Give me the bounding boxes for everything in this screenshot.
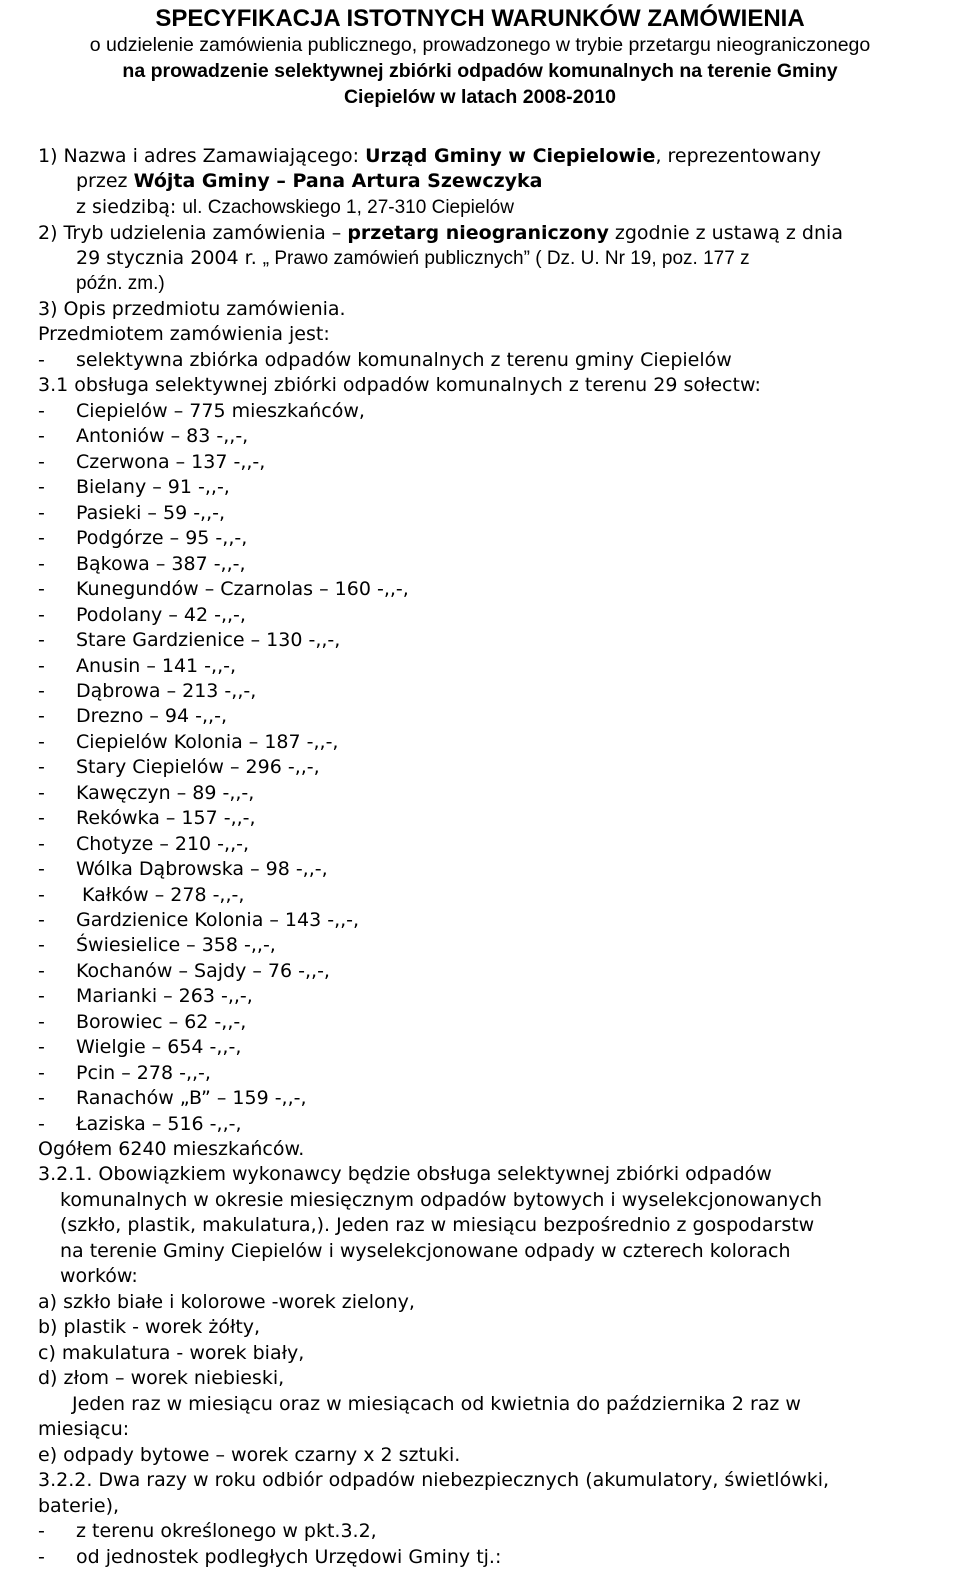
village-item: Kawęczyn – 89 -,,-,	[76, 782, 255, 804]
village-dash: -	[38, 604, 45, 626]
village-dash: -	[38, 400, 45, 422]
s322-line-1: 3.2.2. Dwa razy w roku odbiór odpadów niebezpiecznych (akumulatory, świetlówki,	[38, 1469, 830, 1491]
village-item: Stary Ciepielów – 296 -,,-,	[76, 756, 320, 778]
section-3-1: 3.1 obsługa selektywnej zbiórki odpadów komunalnych z terenu 29 sołectw:	[38, 374, 761, 396]
village-item: Pasieki – 59 -,,-,	[76, 502, 226, 524]
village-dash: -	[38, 985, 45, 1007]
village-item: Ranachów „B” – 159 -,,-,	[76, 1087, 307, 1109]
section-2-line-3: późn. zm.)	[76, 273, 165, 294]
representative-name: Wójta Gminy – Pana Artura Szewczyka	[133, 170, 543, 192]
s321-line-1: 3.2.1. Obowiązkiem wykonawcy będzie obsługa selektywnej zbiórki odpadów	[38, 1163, 772, 1185]
document-header	[0, 6, 960, 110]
village-dash: -	[38, 578, 45, 600]
village-dash: -	[38, 476, 45, 498]
bag-item-b: b) plastik - worek żółty,	[38, 1316, 261, 1338]
section-2-line-2	[76, 246, 750, 271]
village-item: Kochanów – Sajdy – 76 -,,-,	[76, 960, 330, 982]
section-1-line-2	[76, 169, 543, 194]
village-item: Chotyze – 210 -,,-,	[76, 833, 250, 855]
village-item: Łaziska – 516 -,,-,	[76, 1113, 242, 1135]
village-item: Kunegundów – Czarnolas – 160 -,,-,	[76, 578, 409, 600]
village-dash: -	[38, 655, 45, 677]
village-item: Borowiec – 62 -,,-,	[76, 1011, 247, 1033]
s321-line-6: Jeden raz w miesiącu oraz w miesiącach od kwietnia do października 2 raz w	[72, 1393, 801, 1415]
village-dash: -	[38, 553, 45, 575]
s322-dash-1: -	[38, 1520, 45, 1542]
procedure-type: przetarg nieograniczony	[347, 222, 609, 244]
s321-line-5: worków:	[60, 1265, 138, 1287]
bag-item-a: a) szkło białe i kolorowe -worek zielony,	[38, 1291, 415, 1313]
address: ul. Czachowskiego 1, 27-310 Ciepielów	[182, 197, 514, 218]
section-3-item: selektywna zbiórka odpadów komunalnych z terenu gminy Ciepielów	[76, 349, 732, 371]
law-date: 29 stycznia 2004 r.	[76, 247, 263, 269]
village-dash: -	[38, 1062, 45, 1084]
s322-item-1: z terenu określonego w pkt.3.2,	[76, 1520, 377, 1542]
village-dash: -	[38, 909, 45, 931]
village-dash: -	[38, 782, 45, 804]
village-item: Anusin – 141 -,,-,	[76, 655, 237, 677]
header-line-3: Ciepielów w latach 2008-2010	[343, 86, 617, 108]
village-dash: -	[38, 756, 45, 778]
s321-line-3: (szkło, plastik, makulatura,). Jeden raz w miesiącu bezpośrednio z gospodarstw	[60, 1214, 815, 1236]
section-2-line-1	[38, 221, 843, 246]
village-item: Gardzienice Kolonia – 143 -,,-,	[76, 909, 360, 931]
village-item: Rekówka – 157 -,,-,	[76, 807, 256, 829]
village-item: Podolany – 42 -,,-,	[76, 604, 246, 626]
total-residents: Ogółem 6240 mieszkańców.	[38, 1138, 305, 1160]
village-item: Antoniów – 83 -,,-,	[76, 425, 249, 447]
village-item: Stare Gardzienice – 130 -,,-,	[76, 629, 341, 651]
s321-line-4: na terenie Gminy Ciepielów i wyselekcjonowane odpady w czterech kolorach	[60, 1240, 791, 1262]
village-dash: -	[38, 629, 45, 651]
village-dash: -	[38, 1087, 45, 1109]
village-item: Wielgie – 654 -,,-,	[76, 1036, 242, 1058]
village-item: Dąbrowa – 213 -,,-,	[76, 680, 257, 702]
procedure-label: 2) Tryb udzielenia zamówienia –	[38, 222, 348, 244]
village-dash: -	[38, 1113, 45, 1135]
section-1-label: 1) Nazwa i adres Zamawiającego:	[38, 145, 366, 167]
village-dash: -	[38, 680, 45, 702]
village-item: Podgórze – 95 -,,-,	[76, 527, 248, 549]
village-item: Bąkowa – 387 -,,-,	[76, 553, 246, 575]
village-item: Wólka Dąbrowska – 98 -,,-,	[76, 858, 328, 880]
village-dash: -	[38, 451, 45, 473]
village-dash: -	[38, 833, 45, 855]
seat-label: z siedzibą:	[76, 196, 183, 218]
section-3-heading: 3) Opis przedmiotu zamówienia.	[38, 298, 346, 320]
header-line-2: na prowadzenie selektywnej zbiórki odpadów komunalnych na terenie Gminy	[122, 60, 838, 82]
village-dash: -	[38, 960, 45, 982]
village-dash: -	[38, 705, 45, 727]
section-1-suffix: , reprezentowany	[655, 145, 822, 167]
s322-dash-2: -	[38, 1546, 45, 1568]
document-title: SPECYFIKACJA ISTOTNYCH WARUNKÓW ZAMÓWIENIA	[155, 5, 805, 32]
section-1-line-3	[76, 195, 514, 220]
village-item: Ciepielów – 775 mieszkańców,	[76, 400, 365, 422]
village-dash: -	[38, 527, 45, 549]
header-line-1: o udzielenie zamówienia publicznego, prowadzonego w trybie przetargu nieograniczonego	[89, 34, 871, 56]
village-dash: -	[38, 502, 45, 524]
village-dash: -	[38, 807, 45, 829]
section-1-by: przez	[76, 170, 134, 192]
village-item: Kałków – 278 -,,-,	[76, 884, 245, 906]
bag-item-d: d) złom – worek niebieski,	[38, 1367, 285, 1389]
village-item: Ciepielów Kolonia – 187 -,,-,	[76, 731, 339, 753]
village-item: Marianki – 263 -,,-,	[76, 985, 253, 1007]
s321-line-7: miesiącu:	[38, 1418, 130, 1440]
village-dash: -	[38, 858, 45, 880]
procedure-suffix: zgodnie z ustawą z dnia	[608, 222, 843, 244]
section-1-line-1	[38, 144, 821, 169]
village-item: Świesielice – 358 -,,-,	[76, 934, 276, 956]
village-item: Drezno – 94 -,,-,	[76, 705, 227, 727]
village-item: Pcin – 278 -,,-,	[76, 1062, 211, 1084]
village-item: Czerwona – 137 -,,-,	[76, 451, 266, 473]
s322-line-2: baterie),	[38, 1495, 120, 1517]
village-dash: -	[38, 934, 45, 956]
bag-item-e: e) odpady bytowe – worek czarny x 2 sztuki.	[38, 1444, 461, 1466]
law-reference: „ Prawo zamówień publicznych” ( Dz. U. Nr 19, poz. 177 z	[262, 248, 750, 269]
village-dash: -	[38, 884, 45, 906]
s321-line-2: komunalnych w okresie miesięcznym odpadów bytowych i wyselekcjonowanych	[60, 1189, 823, 1211]
section-3-intro: Przedmiotem zamówienia jest:	[38, 323, 330, 345]
s322-item-2: od jednostek podległych Urzędowi Gminy tj.:	[76, 1546, 502, 1568]
bag-item-c: c) makulatura - worek biały,	[38, 1342, 305, 1364]
village-dash: -	[38, 425, 45, 447]
village-dash: -	[38, 1036, 45, 1058]
village-dash: -	[38, 731, 45, 753]
village-item: Bielany – 91 -,,-,	[76, 476, 230, 498]
village-dash: -	[38, 1011, 45, 1033]
contracting-authority-name: Urząd Gminy w Ciepielowie	[365, 145, 656, 167]
section-3-dash: -	[38, 349, 45, 371]
